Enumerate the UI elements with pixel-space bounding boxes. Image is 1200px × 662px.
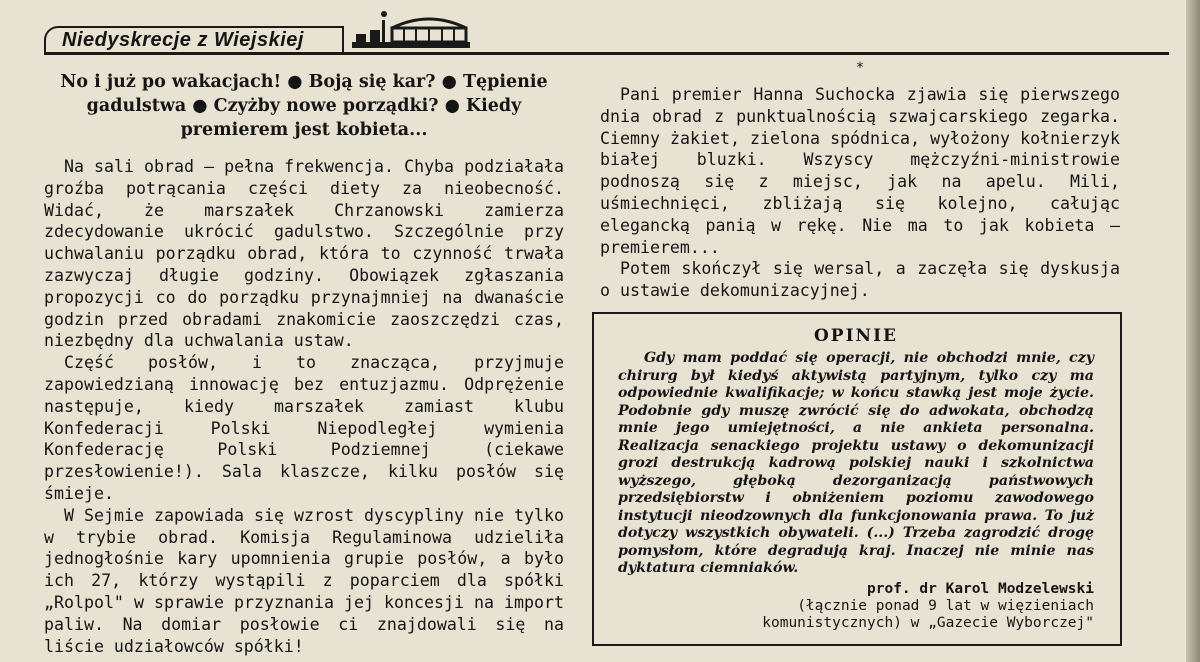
opinie-box [592,312,1122,646]
header-rule [44,52,1169,55]
article-paragraph: Potem skończył się wersal, a zaczęła się dyskusja o ustawie dekomunizacyjnej. [600,259,1120,301]
opinie-quote: Gdy mam poddać się operacji, nie obchodzi mnie, czy chirurg był kiedyś aktywistą partyjnym, tylko czy ma odpowiednie kwalifikacje; w końcu stawką jest moje życie. Podobnie gdy muszę zwrócić się do adwokata, obchodzą mnie jego umiejętności, a nie ankieta personalna. Realizacja senackiego projektu ustawy o dekomunizacji grozi destrukcją kadrową polskiej nauki i szkolnictwa wyższego, głęboką dezorganizacją państwowych przedsiębiorstw i obniżeniem poziomu zawodowego instytucji nieodzownych dla funkcjonowania prawa. To już dotyczy wszystkich obywateli. (...) Trzeba zagrodzić drogę pomysłom, które degradują kraj. Inaczej nie minie nas dyktatura ciemniaków. [618,350,1094,576]
left-column [44,64,564,657]
opinie-author: prof. dr Karol Modzelewski [867,580,1094,597]
article-paragraph: W Sejmie zapowiada się wzrost dyscypliny nie tylko w trybie obrad. Komisja Regulaminowa udzieliła jednogłośnie kary upomnienia grupie posłów, a było ich 27, którzy wystąpili z poparciem dla spółki „Rolpol" w sprawie przyznania jej koncesji na import paliw. Na domiar posłowie ci znajdowali się na liście udziałowców spółki! [44,505,564,656]
section-separator-star: * [856,60,864,76]
sejm-building-icon [352,6,472,56]
opinie-note-line: komunistycznych) w „Gazecie Wyborczej" [762,614,1094,631]
right-column [600,62,1120,302]
article-paragraph: Na sali obrad — pełna frekwencja. Chyba podziałała groźba potrącania części diety za nieobecność. Widać, że marszałek Chrzanowski zamierza zdecydowanie ukrócić gadulstwo. Szczególnie przy uchwalaniu porządku obrad, która to czynność trwała zazwyczaj długie godziny. Obowiązek zgłaszania propozycji co do porządku przynajmniej na dwanaście godzin przed obradami znakomicie zaoszczędzi czas, niezbędny dla uchwalania ustaw. [44,157,564,351]
article-headline: No i już po wakacjach! ● Boją się kar? ● Tępienie gadulstwa ● Czyżby nowe porządki? ● Kiedy premierem jest kobieta... [60,72,548,140]
article-paragraph: Pani premier Hanna Suchocka zjawia się pierwszego dnia obrad z punktualnością szwajcarskiego zegarka. Ciemny żakiet, zielona spódnica, wyłożony kołnierzyk białej bluzki. Wszyscy mężczyźni-ministrowie podnoszą się z miejsc, jak na apelu. Mili, uśmiechnięci, zbliżają się kolejno, całując elegancką panią w rękę. Nie ma to jak kobieta — premierem... [600,85,1120,257]
opinie-title: OPINIE [814,326,898,346]
column-title: Niedyskrecje z Wiejskiej [62,29,304,51]
scan-edge [1186,0,1200,662]
article-paragraph: Część posłów, i to znacząca, przyjmuje zapowiedzianą innowację bez entuzjazmu. Odprężenie następuje, kiedy marszałek zamiast klubu Konfederacji Polski Niepodległej wymienia Konfederację Polski Podziemnej (ciekawe przesłowienie!). Sala klaszcze, kilku posłów się śmieje. [44,353,564,503]
opinie-note-line: (łącznie ponad 9 lat w więzieniach [797,597,1094,614]
